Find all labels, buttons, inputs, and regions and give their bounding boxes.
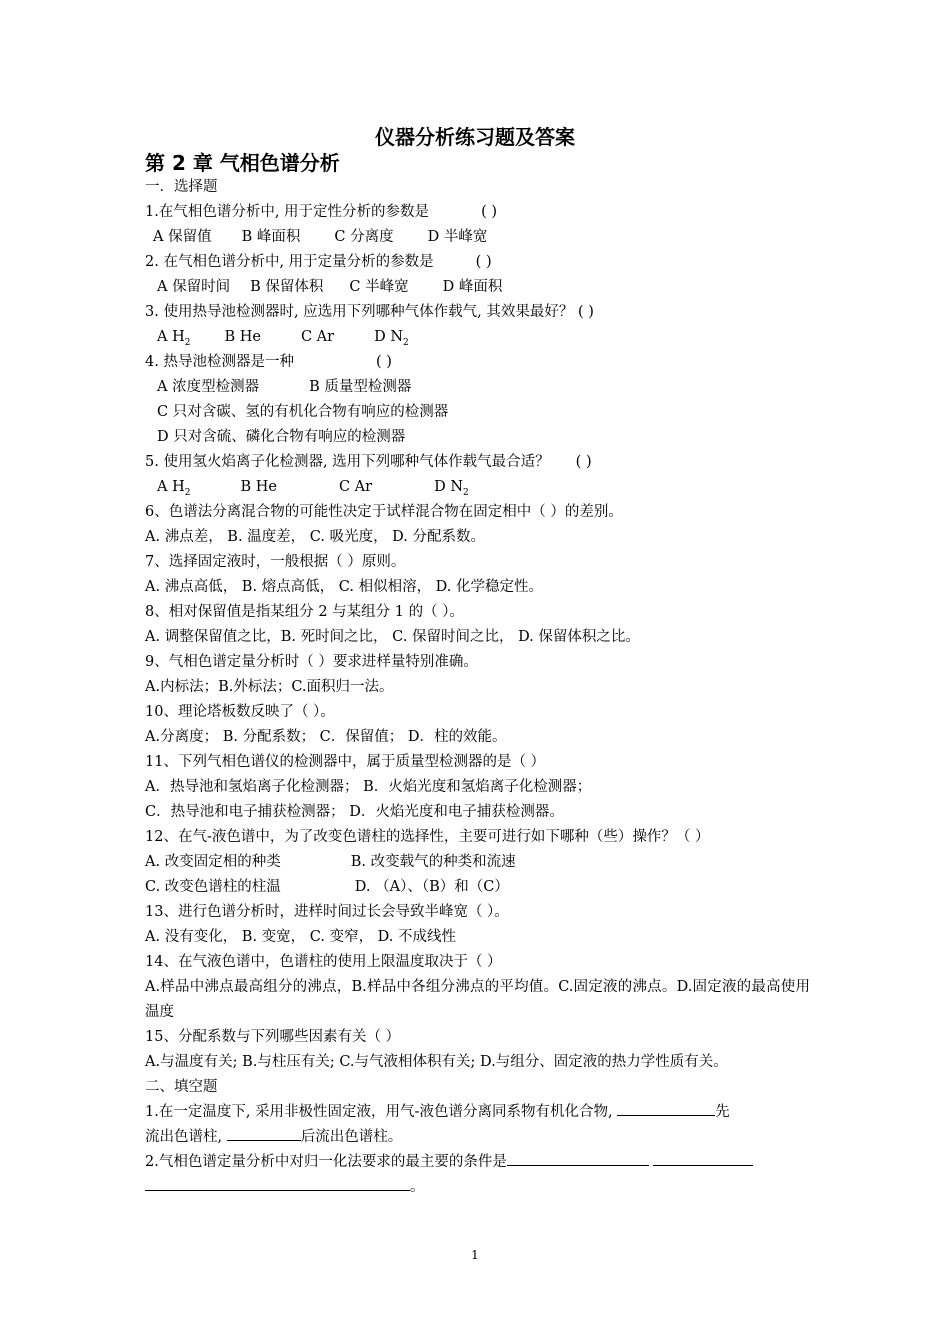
- fill-question-2-line-2: 。: [145, 1175, 810, 1200]
- question-11: 11、下列气相色谱仪的检测器中，属于质量型检测器的是（ ）: [145, 754, 546, 770]
- fill-question-1-line-2: 流出色谱柱, 后流出色谱柱。: [145, 1125, 810, 1150]
- question-9-options: A.内标法；B.外标法；C.面积归一法。: [145, 679, 394, 695]
- section-heading-fill: 二、填空题: [145, 1079, 218, 1095]
- fill-question-1-line-1: 1.在一定温度下, 采用非极性固定液，用气-液色谱分离同系物有机化合物, 先: [145, 1100, 810, 1125]
- question-12-options-ab: A. 改变固定相的种类 B. 改变载气的种类和流速: [145, 854, 516, 870]
- question-10-options: A.分离度； B. 分配系数； C．保留值； D．柱的效能。: [145, 729, 507, 745]
- document-body: [145, 175, 810, 1200]
- answer-blank: [653, 1150, 753, 1166]
- question-4-options-ab: A 浓度型检测器 B 质量型检测器: [157, 379, 412, 395]
- question-8: 8、相对保留值是指某组分 2 与某组分 1 的（ ）。: [145, 604, 464, 620]
- question-13: 13、进行色谱分析时，进样时间过长会导致半峰宽（ ）。: [145, 904, 509, 920]
- question-11-options-cd: C．热导池和电子捕获检测器； D．火焰光度和电子捕获检测器。: [145, 804, 564, 820]
- question-6-options: A. 沸点差， B. 温度差， C. 吸光度， D. 分配系数。: [145, 529, 486, 545]
- question-2-options: A 保留时间 B 保留体积 C 半峰宽 D 峰面积: [157, 279, 503, 295]
- page-title: 仪器分析练习题及答案: [375, 125, 575, 149]
- question-13-options: A. 没有变化， B. 变宽， C. 变窄， D. 不成线性: [145, 929, 457, 945]
- answer-blank: [507, 1150, 649, 1166]
- question-7-options: A. 沸点高低， B. 熔点高低， C. 相似相溶， D. 化学稳定性。: [145, 579, 544, 595]
- question-14: 14、在气液色谱中，色谱柱的使用上限温度取决于（ ）: [145, 954, 502, 970]
- question-12-options-cd: C. 改变色谱柱的柱温 D. （A）、（B）和（C）: [145, 879, 509, 895]
- question-6: 6、色谱法分离混合物的可能性决定于试样混合物在固定相中（ ）的差别。: [145, 504, 623, 520]
- question-3: 3. 使用热导池检测器时, 应选用下列哪种气体作载气, 其效果最好？ ( ): [145, 304, 594, 320]
- question-4-option-c: C 只对含碳、氢的有机化合物有响应的检测器: [157, 404, 449, 420]
- question-5: 5. 使用氢火焰离子化检测器, 选用下列哪种气体作载气最合适？ ( ): [145, 454, 592, 470]
- question-2: 2. 在气相色谱分析中, 用于定量分析的参数是 ( ): [145, 254, 492, 270]
- question-5-options: A $H_2$ B He C Ar D $N_2$: [157, 479, 469, 498]
- question-10: 10、理论塔板数反映了（ ）。: [145, 704, 335, 720]
- question-1: 1.在气相色谱分析中, 用于定性分析的参数是 ( ): [145, 204, 497, 220]
- question-11-options-ab: A．热导池和氢焰离子化检测器； B．火焰光度和氢焰离子化检测器；: [145, 779, 592, 795]
- question-8-options: A. 调整保留值之比，B. 死时间之比， C. 保留时间之比， D. 保留体积之比。: [145, 629, 640, 645]
- answer-blank: [617, 1100, 715, 1116]
- question-15: 15、分配系数与下列哪些因素有关（ ）: [145, 1029, 401, 1045]
- question-1-options: A 保留值 B 峰面积 C 分离度 D 半峰宽: [153, 229, 488, 245]
- question-15-options: A.与温度有关; B.与柱压有关; C.与气液相体积有关; D.与组分、固定液的热力学性质有关。: [145, 1054, 728, 1070]
- question-3-options: A $H_2$ B He C Ar D $N_2$: [157, 329, 409, 348]
- chapter-heading: 第 2 章 气相色谱分析: [145, 151, 340, 175]
- page-number: 1: [471, 1248, 479, 1262]
- question-14-options: A.样品中沸点最高组分的沸点，B.样品中各组分沸点的平均值。C.固定液的沸点。D.固定液的最高使用温度: [145, 979, 810, 1020]
- question-9: 9、气相色谱定量分析时（ ）要求进样量特别准确。: [145, 654, 478, 670]
- answer-blank: [227, 1125, 301, 1141]
- section-heading-choice: 一．选择题: [145, 179, 218, 195]
- answer-blank: [145, 1175, 410, 1191]
- question-7: 7、选择固定液时，一般根据（ ）原则。: [145, 554, 406, 570]
- fill-question-2-line-1: 2.气相色谱定量分析中对归一化法要求的最主要的条件是: [145, 1150, 810, 1175]
- question-12: 12、在气-液色谱中，为了改变色谱柱的选择性，主要可进行如下哪种（些）操作？（ ）: [145, 829, 710, 845]
- question-4: 4. 热导池检测器是一种 ( ): [145, 354, 392, 370]
- question-4-option-d: D 只对含硫、磷化合物有响应的检测器: [157, 429, 406, 445]
